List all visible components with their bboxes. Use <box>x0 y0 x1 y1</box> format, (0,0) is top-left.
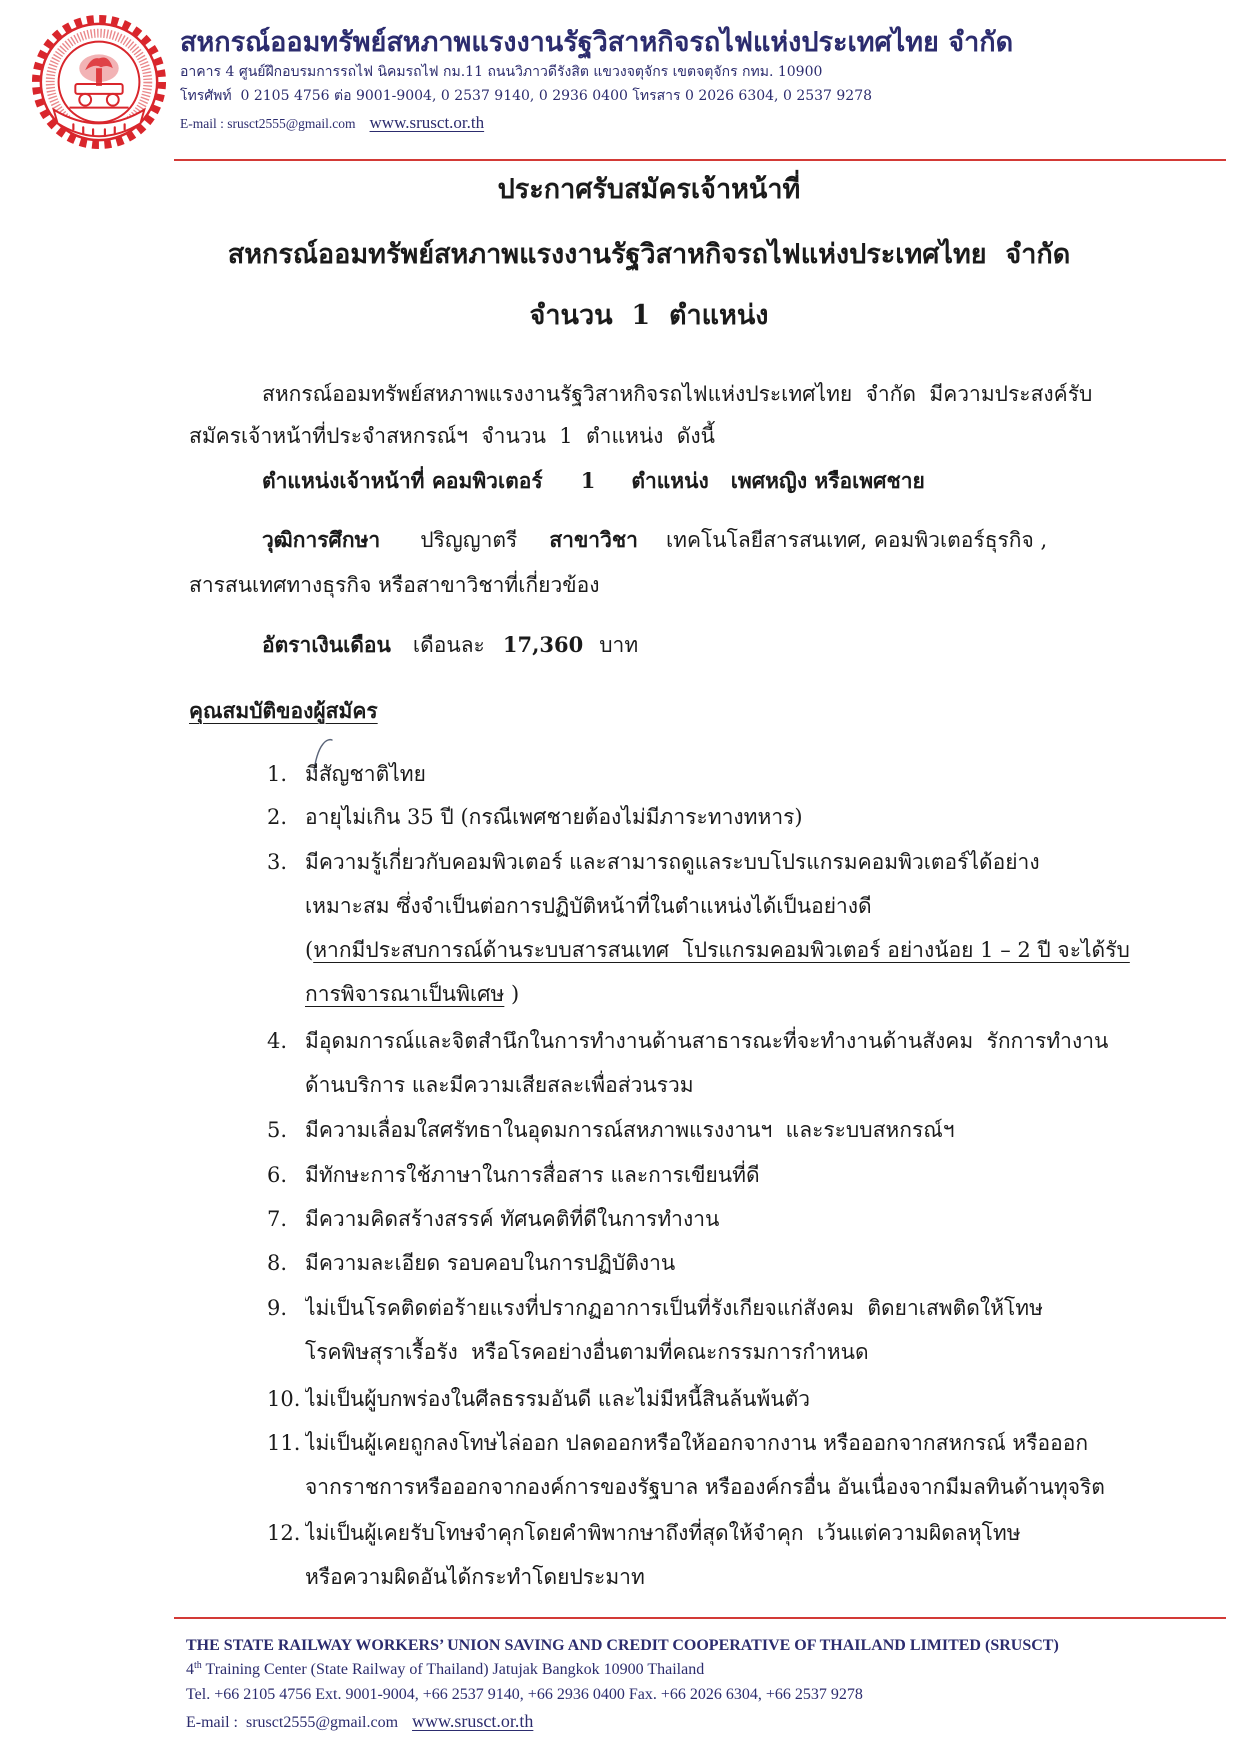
footer-phone: Tel. +66 2105 4756 Ext. 9001-9004, +66 2537 9140, +66 2936 0400 Fax. +66 2026 6304, +66 2537 9278 <box>186 1686 863 1703</box>
item-number: 9. <box>267 1296 288 1320</box>
note-close-paren: ) <box>504 982 520 1006</box>
announcement-org-name: สหกรณ์ออมทรัพย์สหภาพแรงงานรัฐวิสาหกิจรถไฟแห่งประเทศไทย จำกัด <box>227 239 1071 270</box>
item-number: 2. <box>267 805 288 829</box>
note-text: หากมีประสบการณ์ด้านระบบสารสนเทศ โปรแกรมคอมพิวเตอร์ อย่างน้อย 1 – 2 ปี จะได้รับ <box>313 938 1130 962</box>
item-note-line <box>305 928 1224 972</box>
qualification-item <box>262 1511 1224 1599</box>
footer-contact <box>186 1708 1224 1734</box>
letterhead-email: E-mail : srusct2555@gmail.com <box>180 116 356 131</box>
position-line <box>262 459 1224 503</box>
education-line <box>262 518 1224 562</box>
item-text-line: ด้านบริการ และมีความเสียสละเพื่อส่วนรวม <box>305 1073 694 1097</box>
footer-address-suffix: th <box>194 1660 202 1671</box>
item-text-line: มีอุดมการณ์และจิตสำนึกในการทำงานด้านสาธารณะที่จะทำงานด้านสังคม รักการทำงาน <box>305 1029 1109 1053</box>
item-text-line: มีความละเอียด รอบคอบในการปฏิบัติงาน <box>305 1251 676 1275</box>
cooperative-seal-logo <box>30 13 168 151</box>
item-number: 12. <box>267 1521 301 1545</box>
qualification-item <box>262 1377 1224 1421</box>
intro-line-1: สหกรณ์ออมทรัพย์สหภาพแรงงานรัฐวิสาหกิจรถไฟแห่งประเทศไทย จำกัด มีความประสงค์รับ <box>262 382 1093 406</box>
item-number: 11. <box>267 1431 301 1455</box>
qualifications-heading <box>189 689 1224 733</box>
qualification-item <box>262 1153 1224 1197</box>
item-number: 7. <box>267 1207 288 1231</box>
item-note-line <box>305 972 1224 1016</box>
note-open-paren: ( <box>305 938 314 962</box>
position-count: 1 <box>580 468 596 493</box>
item-text-line: โรคพิษสุราเรื้อรัง หรือโรคอย่างอื่นตามที่คณะกรรมการกำหนด <box>305 1340 869 1364</box>
education-label: วุฒิการศึกษา <box>262 527 381 552</box>
letterhead-website: www.srusct.or.th <box>369 113 485 132</box>
education-fields-continued: สารสนเทศทางธุรกิจ หรือสาขาวิชาที่เกี่ยวข้อง <box>189 573 600 597</box>
qualification-item <box>262 1108 1224 1152</box>
item-text-line: จากราชการหรือออกจากองค์การของรัฐบาล หรือองค์กรอื่น อันเนื่องจากมีมลทินด้านทุจริต <box>305 1475 1105 1499</box>
header-divider <box>174 159 1226 161</box>
item-text-line: ไม่เป็นผู้บกพร่องในศีลธรรมอันดี และไม่มีหนี้สินล้นพ้นตัว <box>305 1387 811 1411</box>
qualification-item <box>262 752 1224 796</box>
item-text-line: ไม่เป็นโรคติดต่อร้ายแรงที่ปรากฏอาการเป็นที่รังเกียจแก่สังคม ติดยาเสพติดให้โทษ <box>305 1296 1043 1320</box>
footer-address <box>186 1659 1224 1681</box>
note-text: การพิจารณาเป็นพิเศษ <box>305 982 505 1006</box>
item-number: 3. <box>267 850 288 874</box>
letterhead-org-name: สหกรณ์ออมทรัพย์สหภาพแรงงานรัฐวิสาหกิจรถไฟแห่งประเทศไทย จำกัด <box>180 27 1014 58</box>
footer-website: www.srusct.or.th <box>412 1711 534 1731</box>
item-text-line: มีสัญชาติไทย <box>305 762 426 786</box>
intro-line-2: สมัครเจ้าหน้าที่ประจำสหกรณ์ฯ จำนวน 1 ตำแหน่ง ดังนี้ <box>189 424 716 448</box>
item-text-line: ไม่เป็นผู้เคยรับโทษจำคุกโดยคำพิพากษาถึงที่สุดให้จำคุก เว้นแต่ความผิดลหุโทษ <box>305 1521 1021 1545</box>
item-text-line: ไม่เป็นผู้เคยถูกลงโทษไล่ออก ปลดออกหรือให้ออกจากงาน หรือออกจากสหกรณ์ หรือออก <box>305 1431 1089 1455</box>
salary-label: อัตราเงินเดือน <box>262 632 391 657</box>
item-text-line: เหมาะสม ซึ่งจำเป็นต่อการปฏิบัติหน้าที่ในตำแหน่งได้เป็นอย่างดี <box>305 894 872 918</box>
qualification-item <box>262 1286 1224 1374</box>
education-fields: เทคโนโลยีสารสนเทศ, คอมพิวเตอร์ธุรกิจ , <box>665 528 1048 552</box>
announcement-position-count: จำนวน 1 ตำแหน่ง <box>529 300 769 331</box>
item-number: 4. <box>267 1029 288 1053</box>
qualification-item <box>262 1019 1224 1107</box>
item-number: 1. <box>267 762 288 786</box>
qualification-item <box>262 1197 1224 1241</box>
qualification-item <box>262 840 1224 1016</box>
item-text-line: หรือความผิดอันได้กระทำโดยประมาท <box>305 1565 645 1589</box>
item-text-line: มีทักษะการใช้ภาษาในการสื่อสาร และการเขียนที่ดี <box>305 1163 760 1187</box>
education-field-label: สาขาวิชา <box>549 527 638 552</box>
footer-email: E-mail : srusct2555@gmail.com <box>186 1714 399 1731</box>
position-title: ตำแหน่งเจ้าหน้าที่ คอมพิวเตอร์ <box>262 468 543 493</box>
salary-amount: 17,360 <box>502 632 584 657</box>
letterhead-phone: โทรศัพท์ 0 2105 4756 ต่อ 9001-9004, 0 2537 9140, 0 2936 0400 โทรสาร 0 2026 6304, 0 2537 9278 <box>180 88 873 104</box>
salary-period: เดือนละ <box>412 633 485 657</box>
footer-divider <box>174 1617 1226 1619</box>
qualification-item <box>262 795 1224 839</box>
footer-address-number: 4 <box>186 1661 194 1678</box>
item-text-line: มีความคิดสร้างสรรค์ ทัศนคติที่ดีในการทำงาน <box>305 1207 720 1231</box>
salary-line <box>262 623 1224 667</box>
position-unit: ตำแหน่ง <box>631 468 709 493</box>
letterhead-address: อาคาร 4 ศูนย์ฝึกอบรมการรถไฟ นิคมรถไฟ กม.11 ถนนวิภาวดีรังสิต แขวงจตุจักร เขตจตุจักร กทม. 10900 <box>180 64 823 80</box>
salary-currency: บาท <box>599 633 639 657</box>
item-number: 8. <box>267 1251 288 1275</box>
footer-address-text: Training Center (State Railway of Thailand) Jatujak Bangkok 10900 Thailand <box>201 1661 705 1678</box>
item-number: 5. <box>267 1118 288 1142</box>
announcement-title: ประกาศรับสมัครเจ้าหน้าที่ <box>497 174 801 205</box>
item-text-line: มีความรู้เกี่ยวกับคอมพิวเตอร์ และสามารถดูแลระบบโปรแกรมคอมพิวเตอร์ได้อย่าง <box>305 850 1040 874</box>
footer-org-name: THE STATE RAILWAY WORKERS’ UNION SAVING AND CREDIT COOPERATIVE OF THAILAND LIMITED (SRUSCT) <box>186 1637 1059 1654</box>
item-number: 6. <box>267 1163 288 1187</box>
qualifications-heading-text: คุณสมบัติของผู้สมัคร <box>189 698 378 723</box>
qualification-item <box>262 1241 1224 1285</box>
letterhead-contact <box>180 110 1224 136</box>
position-gender: เพศหญิง หรือเพศชาย <box>730 468 925 493</box>
education-degree: ปริญญาตรี <box>420 528 518 552</box>
item-number: 10. <box>267 1387 301 1411</box>
item-text-line: มีความเลื่อมใสศรัทธาในอุดมการณ์สหภาพแรงงานฯ และระบบสหกรณ์ฯ <box>305 1118 955 1142</box>
item-text-line: อายุไม่เกิน 35 ปี (กรณีเพศชายต้องไม่มีภาระทางทหาร) <box>305 805 803 829</box>
qualification-item <box>262 1421 1224 1509</box>
